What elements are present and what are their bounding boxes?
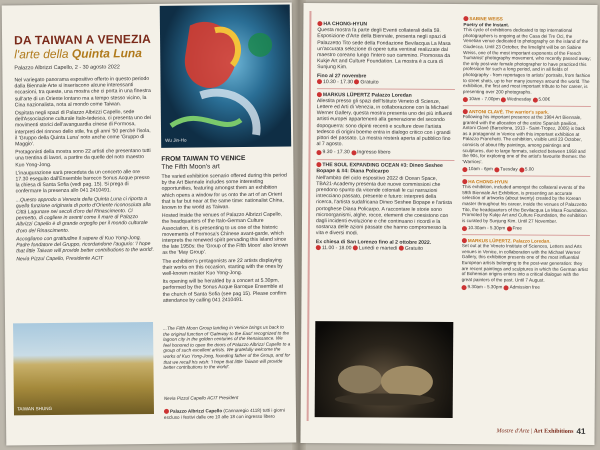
listing-meta: 10am - 6pm Tuesday 5.00 [462,167,590,173]
en-paragraph: Its opening will be heralded by a concert at 5.30pm, performed by the Sonus Acque Baroque Ensemble at the church of Santa Sofia (see pag 15). Please confirm attendance by calling 041 2410491. [162,277,287,304]
column-rule [307,11,312,421]
it-quote-2: Accogliamo con gratitudine il sapere di Kuo Yong-Jong, Padre fondatore del Gruppo, ricordandone l'augurio: 'I hope that little Taiwan will provide better contributions to the world'. [16,234,155,255]
clock-icon [462,285,467,290]
bullet-icon [463,109,468,114]
artwork-caption: Wu Jin-Ho [165,138,187,144]
info-box: Palazzo Albrizzi Capello (Cannaregio 4118) tutti i giorni escluso i festivi dalle ore 10 alle 18 con ingresso libero [163,407,285,420]
listing-body: Questa mostra fa parte degli Eventi collaterali della 59. Esposizione d'Arte della Biennale, presenta negli spazi di Palazzetto Tito sede della Fondazione Bevilacqua La Masa un'accurata selezione di opere tutta ventinal realizzate dal maestro coreano lungo l'intero suo cammino. Promossa da Kukje Art and Culture Foundation. La mostra è a cura di Sunjung Kim. [317,27,451,71]
it-paragraph: Nel variegato panorama espositivo offerto in questo periodo dalla Biennale Arte si inseriscono alcune interessanti occasioni, tra queste, una mostra che ci porta in una finestra sull'arte di un Oriente lontano ma a tempo stesso vicino, la Cina nazionalista, nota al mondo come Taiwan. [14,75,151,109]
listing-subheading: Poetry of the Instant. [463,21,510,28]
clock-icon [462,226,467,231]
listing-meta: 10.30am - 5.30pm Free [462,225,590,231]
listing-heading: MARKUS LÜPERTZ Palazzo Loredan [317,92,455,99]
sculpture-photo [315,321,454,418]
separator [463,105,591,106]
it-paragraph: L'inaugurazione sarà preceduta da un concerto alle ore 17.30 eseguito dall'Ensemble barocco Sonus Acque presso la chiesa di Santa Sofia (vedi pag. 15). Si prega di confermare la presenza allo 041 2410491. [15,168,150,195]
euro-icon [354,79,359,84]
it-quote: ...Questo approdo a Venezia della Quinta Luna ci riporta a quella funzione originaria di porto d'Oriente riconosciuta alla Città Lagunare nei secoli d'oro del Rinascimento. Ci permetto, di cogliere in avanti come il mare di Palazzo Albrizzi Capello è di grande orgoglio per il mondo culturale d'oro del Rinascimento. [15,195,151,235]
listing-until: Fino al 27 novembre [317,72,367,80]
listing-item [316,162,455,252]
bullet-icon [462,238,467,243]
landscape-artwork-image [13,322,154,415]
listing-item [316,92,454,157]
listing-meta: 10.30 - 17.30 Gratuito [317,79,455,86]
en-paragraph: The exhibition's protagonists are 22 artists displaying their works on this occasion, starting with the ones by well-known master Kuo Yong-Jong. [162,257,283,277]
it-paragraph: Ospitata negli spazi di Palazzo Albrizzi Capello, sede dell'Associazione culturale Italo-tedesca, ci presenta uno dei movimenti storici dell'avanguardia cinese di Formosa, interpreti del rinnovo dello stile, fra gli anni '50 perché l'isola, il 'Gruppo della Quinta Luna' noto anche come 'Gruppo di Maggio'. [14,109,151,148]
listing-heading: ANTONI CLAVÉ. The warrior's spark. [463,109,591,115]
separator [317,88,455,90]
euro-icon [507,226,512,231]
listing-body: This cycle of exhibitions dedicated to top international photographers is ongoing at the Casa dei Tre Oci, the Venetian venue dedicated to photography on the island of the Giudecca. Until 23 October, the limelight will be on Sabine Weiss, one of the most important exponents of the French 'humanist' photography movement, who recently passed away; the only post-war female photographer to have practiced this profession for such a long period, and in all fields of photography - from reportages to artists' portraits, from fashion to street shots, up to her many journeys around the world. The exhibition, the first and most important tribute to her career, is presenting over 200 photographs. [462,27,591,95]
euro-icon [351,150,356,155]
clock-icon [463,97,468,102]
listing-column-italian [316,21,456,252]
bullet-icon [316,162,321,167]
separator [462,175,590,176]
euro-icon [504,285,509,290]
artwork-illustration [160,5,291,148]
listing-until: Ex chiesa di San Lorenzo fino al 2 ottobre 2022. [315,238,432,246]
sculpture-illustration [315,321,454,418]
listing-item [462,238,590,291]
en-signature: Nevia Pizzul Capello ACIT President [163,395,239,401]
clock-icon [316,150,321,155]
separator [316,159,454,161]
calendar-icon [353,245,358,250]
english-article [161,155,291,306]
page-number: 41 [576,426,586,436]
listing-heading: SABINE WEISS [463,16,591,22]
page-title: DA TAIWAN A VENEZIA [13,31,152,48]
page-subtitle: l'arte della Quinta Luna [14,46,142,62]
it-signature: Nevia Pizzul Capello, Presidente ACIT [16,255,104,263]
listing-item [462,109,590,173]
listing-meta: 9.30am - 5.30pm Admission free [462,284,590,290]
en-heading: FROM TAIWAN TO VENICE [161,154,246,163]
listing-item [317,21,455,86]
listing-heading: MARKUS LÜPERTZ. Palazzo Loredan. [462,238,590,244]
right-page [300,3,597,445]
en-subheading: The Fifth Moon's art [161,162,220,171]
listing-meta: 9.30 - 17.30 Ingresso libero [316,150,454,157]
listing-item [463,16,592,103]
listing-heading: HA CHONG-HYUN [462,179,590,185]
euro-icon [399,246,404,251]
bullet-icon [462,179,467,184]
listing-item [462,179,590,232]
listing-body: Set out at the Veneto Institute of Sciences, Letters and Arts venues in Venice, in collaboration with the Michael Werner Gallery, this exhibition presents one of the most influential European artists belonging to the post-war generation: they are recent paintings and sculptures in which the German artist of Bohemian origins enters into a critical dialogue with the great painters of the past. Until 7 August. [461,243,588,283]
listing-column-english [462,16,592,291]
left-page [2,2,297,445]
bullet-icon [317,92,322,97]
artwork-image-abstract [160,5,291,148]
en-paragraph: Hosted inside the venues of Palazzo Albrizzi Capello, the headquarters of the Italo-German Culture Association, it is presenting to us one of the historic movements of Formosa's Chinese avant-garde, which interprets the renewed spirit pervading this island since the late 1950s: the 'Group of the Fifth Moon' also known as the 'May Group'. [161,211,289,257]
listing-meta: 11.00 - 18.00 Lunedì e martedì Gratuito [316,245,454,252]
bullet-icon [463,16,468,21]
calendar-icon [494,167,499,172]
bullet-icon [317,21,322,26]
clock-icon [462,167,467,172]
en-paragraph: The varied exhibition scenario offered during this period by the Art Biennale includes some interesting opportunities, featuring amongst them an exhibition which opens a window for us onto the art of an Orient that is far but near at the same time: nationalist China, known to the world as Taiwan. [161,172,287,211]
separator [462,234,590,235]
listing-meta: 10am - 7.00pm Wednesday 5.00€ [463,96,591,102]
listing-body: This exhibition, included amongst the collateral events of the 59th Biennale Art Exhibition, is presenting an accurate selection of artworks (about twenty) created by the Korean master throughout his career, inside the venues of Palazzetto Tito, the headquarters of the Bevilacqua La Masa Foundation. Promoted by Kukje Art and Culture Foundation, the exhibition is curated by Sunjung Kim. Until 27 November. [462,184,588,224]
italian-article [14,76,154,265]
listing-body: Allestita presso gli spazi dell'Istituto Veneto di Scienze, Lettere ed Arti di Venezia, in collaborazione con la Michael Werner Gallery, questa mostra presenta uno dei più influenti artisti europei appartenenti alla generazione del secondo dopoguerra: sono dipinti recenti e sculture dove l'artista tedesco di origini boeme entra in dialogo critico con i grandi pittori del passato. La mostra resterà aperta al pubblico fino al 7 agosto. [316,97,453,148]
listing-body: Nell'ambito del ciclo espositivo 2022 di Ocean Space, TBA21-Academy presenta due nuove commissioni che prendono spunto da vicende coloniali le cui narrazioni intrecciano passato, presente e futuro: interpreti della ricerca, l'artista sudafricana Dineo Seshee Bopape e l'artista portoghese Diana Policarpo. A raccontare le storie sono microorganismi, alghe, rocce, elementi che coesistono con dagli incidenti evoluzione e che continuano i ricordi e la sostanza delle azioni passate che hanno compromesso la vita e diversi modi. [315,174,453,237]
clock-icon [317,79,322,84]
location-pin-icon [164,409,169,414]
location-date: Palazzo Albrizzi Capello, 2 - 30 agosto 2022 [14,64,120,72]
calendar-icon [501,97,506,102]
listing-body: Following his important presence at the 1984 Art Biennale, granted with the allocation of the entire Spanish pavilion, Antoni Clavé (Barcelona, 1913 - Saint-Tropez, 2005) is back as a protagonist in Venice with this important exhibition at Palazzo Franchetti. The exhibition, visible until 23 October, consists of about fifty paintings, among paintings and sculptures, due to large formats, selected between 1958 and the 90s, for exploring one of the artist's favourite themes: the 'Warriors'. [462,114,586,165]
euro-icon [533,97,538,102]
listing-heading: HA CHONG-HYUN [317,21,455,28]
listing-heading: THE SOUL EXPANDING OCEAN #3: Dineo Seshee Bopape & #4: Diana Policarpo [316,162,443,176]
euro-icon [519,167,524,172]
landscape-caption: TAIWAN SHUNG [16,406,53,412]
en-quote: ...The Fifth Moon Group landing in Venice brings us back to the original function of 'Gateway to the East' recognized to the lagoon city in the golden centuries of the Renaissance. We feel honored to open the doors of Palazzo Albrizzi Capello to a group of such excellent artists. We gratefully welcome the works of Kuo Yong-Jong, founding father of the Group, and for that we recall his wish: 'I hope that little Taiwan will provide better contributions to the world'. [163,324,291,371]
it-paragraph: Protagonisti della mostra sono 22 artisti che presentano tutti una trentina di lavori, a partire da quelle del noto maestro Kuo Yong-Jong. [15,148,151,169]
section-footer: Mostre d'Arte | Art Exhibitions [496,428,574,435]
clock-icon [316,245,321,250]
